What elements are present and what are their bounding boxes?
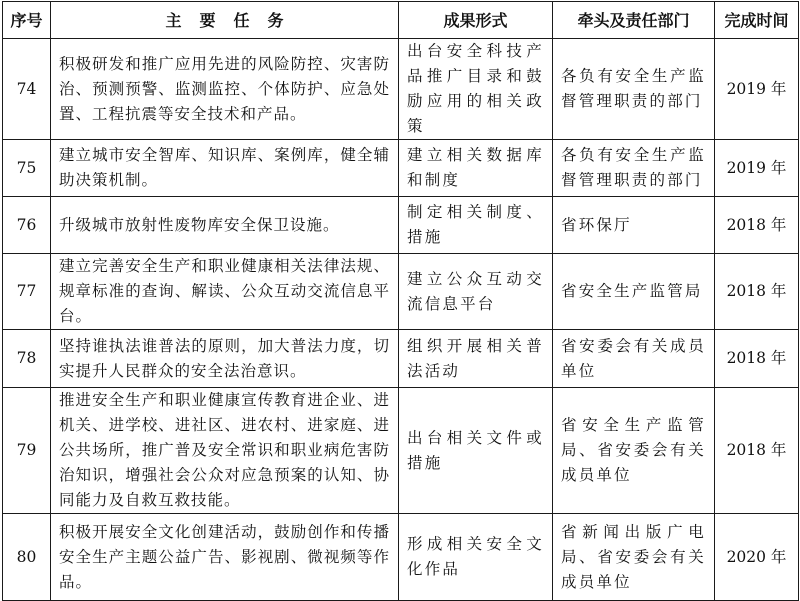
responsible-department: 省安全生产监管局、省安委会有关成员单位 <box>553 388 715 514</box>
outcome-form: 建立相关数据库和制度 <box>399 140 553 197</box>
outcome-form: 建立公众互动交流信息平台 <box>399 254 553 330</box>
completion-year: 2018 年 <box>715 197 799 254</box>
table-row <box>3 197 799 254</box>
outcome-form: 形成相关安全文化作品 <box>399 514 553 601</box>
responsible-department: 省安全生产监管局 <box>553 254 715 330</box>
header-dept: 牵头及责任部门 <box>553 2 715 39</box>
task-description: 推进安全生产和职业健康宣传教育进企业、进机关、进学校、进社区、进农村、进家庭、进公共场所，推广普及安全常识和职业病危害防治知识，增强社会公众对应急预案的认知、协同能力及自救互救技能。 <box>51 388 399 514</box>
table-row <box>3 254 799 330</box>
table-row <box>3 39 799 140</box>
table-row <box>3 330 799 388</box>
completion-year: 2018 年 <box>715 330 799 388</box>
task-description: 升级城市放射性废物库安全保卫设施。 <box>51 197 399 254</box>
row-number: 78 <box>3 330 51 388</box>
completion-year: 2018 年 <box>715 254 799 330</box>
row-number: 79 <box>3 388 51 514</box>
row-number: 74 <box>3 39 51 140</box>
header-year: 完成时间 <box>715 2 799 39</box>
row-number: 75 <box>3 140 51 197</box>
outcome-form: 出台安全科技产品推广目录和鼓励应用的相关政策 <box>399 39 553 140</box>
task-description: 积极研发和推广应用先进的风险防控、灾害防治、预测预警、监测监控、个体防护、应急处置、工程抗震等安全技术和产品。 <box>51 39 399 140</box>
responsible-department: 各负有安全生产监督管理职责的部门 <box>553 140 715 197</box>
completion-year: 2020 年 <box>715 514 799 601</box>
header-row <box>3 2 799 39</box>
header-no: 序号 <box>3 2 51 39</box>
task-description: 积极开展安全文化创建活动，鼓励创作和传播安全生产主题公益广告、影视剧、微视频等作品。 <box>51 514 399 601</box>
responsible-department: 省新闻出版广电局、省安委会有关成员单位 <box>553 514 715 601</box>
table-row <box>3 140 799 197</box>
responsible-department: 省环保厅 <box>553 197 715 254</box>
outcome-form: 组织开展相关普法活动 <box>399 330 553 388</box>
task-description: 建立完善安全生产和职业健康相关法律法规、规章标准的查询、解读、公众互动交流信息平台。 <box>51 254 399 330</box>
outcome-form: 制定相关制度、措施 <box>399 197 553 254</box>
header-task <box>51 2 399 39</box>
responsible-department: 各负有安全生产监督管理职责的部门 <box>553 39 715 140</box>
responsible-department: 省安委会有关成员单位 <box>553 330 715 388</box>
table-row <box>3 514 799 601</box>
completion-year: 2018 年 <box>715 388 799 514</box>
outcome-form: 出台相关文件或措施 <box>399 388 553 514</box>
row-number: 77 <box>3 254 51 330</box>
task-description: 建立城市安全智库、知识库、案例库，健全辅助决策机制。 <box>51 140 399 197</box>
task-description: 坚持谁执法谁普法的原则，加大普法力度，切实提升人民群众的安全法治意识。 <box>51 330 399 388</box>
header-form: 成果形式 <box>399 2 553 39</box>
task-table <box>2 1 799 601</box>
row-number: 76 <box>3 197 51 254</box>
row-number: 80 <box>3 514 51 601</box>
table-row <box>3 388 799 514</box>
completion-year: 2019 年 <box>715 140 799 197</box>
completion-year: 2019 年 <box>715 39 799 140</box>
header-task-label: 主要任务 <box>165 10 302 30</box>
